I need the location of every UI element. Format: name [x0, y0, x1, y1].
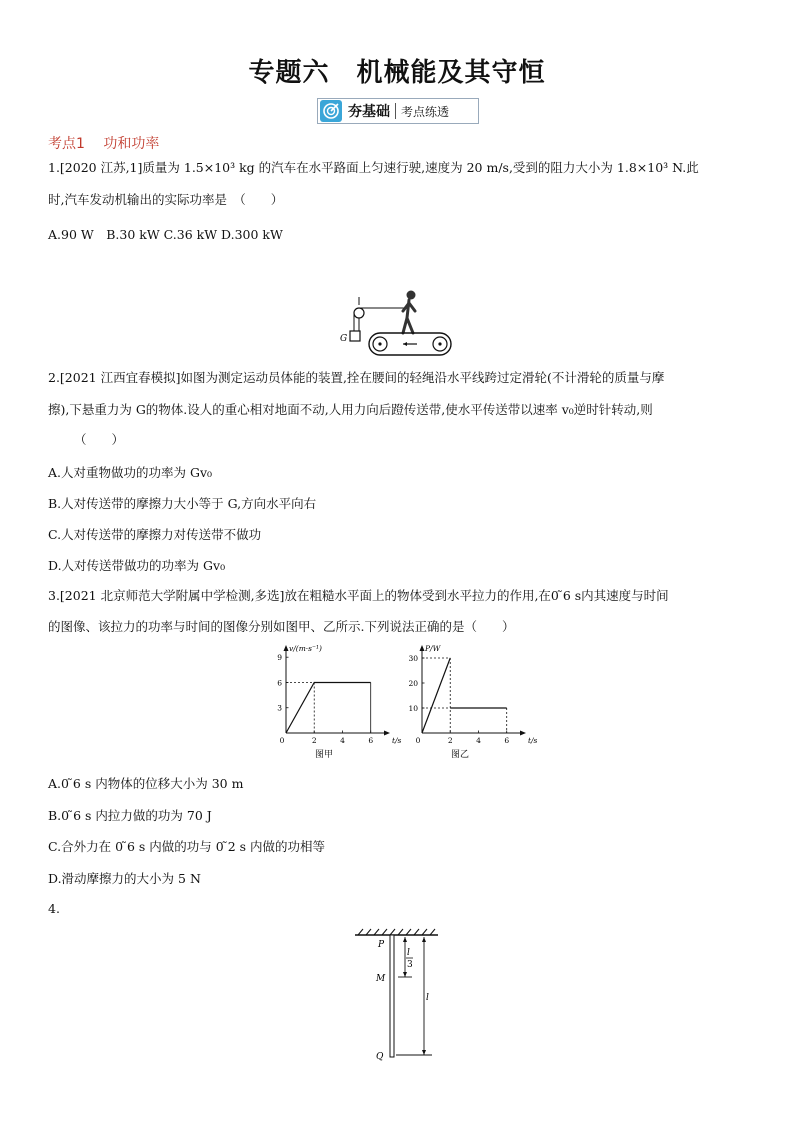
q3-line-1: 3.[2021 北京师范大学附属中学检测,多选]放在粗糙水平面上的物体受到水平拉力的作用,在0 ̃6 s内其速度与时间	[48, 588, 669, 603]
x-tick-label: 4	[340, 736, 345, 745]
y-axis-arrow	[420, 645, 425, 651]
badge-divider	[395, 103, 396, 119]
x-tick-label: 2	[311, 736, 317, 745]
y-tick-label: 30	[408, 654, 418, 663]
q1-line-1: 1.[2020 江苏,1]质量为 1.5×10³ kg 的汽车在水平路面上匀速行驶,速度为 20 m/s,受到的阻力大小为 1.8×10³ N.此	[48, 160, 699, 175]
point-p-label: P	[378, 940, 385, 950]
chart-title: 图甲	[314, 750, 334, 760]
x-tick-label: 4	[476, 736, 481, 745]
badge-main-label: 夯基础	[348, 104, 390, 120]
x-axis-arrow	[384, 731, 390, 736]
y-tick-label: 6	[277, 678, 282, 688]
y-tick-label: 10	[408, 704, 418, 713]
q2-line-2: 擦),下悬重力为 G的物体.设人的重心相对地面不动,人用力向后蹬传送带,使水平传送带以速率 v₀逆时针转动,则	[48, 402, 653, 417]
q2-line-1: 2.[2021 江西宜春模拟]如图为测定运动员体能的装置,拴在腰间的轻绳沿水平线跨过定滑轮(不计滑轮的质量与摩	[48, 370, 665, 385]
weight-label: G	[340, 334, 348, 344]
q4-number: 4.	[48, 901, 60, 916]
q2-option-b: B.人对传送带的摩擦力大小等于 G,方向水平向右	[48, 496, 317, 511]
chart-power-time	[408, 645, 537, 760]
q1-options: A.90 W B.30 kW C.36 kW D.300 kW	[48, 227, 283, 242]
section-heading: 考点1 功和功率	[48, 136, 160, 152]
x-tick-label: 0	[415, 736, 421, 745]
chart-title: 图乙	[450, 750, 470, 760]
badge-sub-label: 考点练透	[401, 104, 450, 119]
y-tick-label: 3	[277, 703, 282, 713]
hanging-rod	[390, 935, 394, 1057]
point-q-label: Q	[376, 1052, 384, 1062]
series-line	[422, 658, 450, 733]
weight-block	[350, 331, 360, 341]
section-badge	[317, 98, 479, 124]
page-title: 专题六 机械能及其守恒	[248, 58, 546, 88]
y-tick-label: 20	[408, 679, 418, 688]
chart-velocity-time	[277, 645, 401, 760]
x-tick-label: 2	[447, 736, 453, 745]
x-axis-label: t/s	[528, 736, 538, 745]
x-axis-label: t/s	[392, 736, 402, 745]
target-icon	[320, 100, 342, 122]
q4-figure	[350, 925, 445, 1065]
series-line	[286, 682, 371, 733]
treadmill-figure	[335, 283, 460, 358]
q2-line-3: （ ）	[74, 432, 125, 447]
q3-option-c: C.合外力在 0 ̃6 s 内做的功与 0 ̃2 s 内做的功相等	[48, 839, 326, 854]
q2-option-c: C.人对传送带的摩擦力对传送带不做功	[48, 527, 262, 542]
y-tick-label: 9	[277, 653, 282, 663]
q3-charts	[258, 645, 538, 760]
q2-option-d: D.人对传送带做功的功率为 Gv₀	[48, 558, 226, 573]
y-axis-label: P/W	[425, 645, 441, 653]
length-label: l	[426, 993, 429, 1003]
q2-option-a: A.人对重物做功的功率为 Gv₀	[48, 465, 213, 480]
third-numerator: l	[407, 948, 410, 958]
ceiling-hatch	[358, 929, 435, 935]
third-denominator: 3	[407, 960, 413, 970]
y-axis-arrow	[284, 645, 289, 651]
y-axis-label: v/(m·s⁻¹)	[289, 645, 322, 653]
runner-head	[407, 291, 416, 300]
q3-option-a: A.0 ̃6 s 内物体的位移大小为 30 m	[48, 776, 244, 791]
runner-icon	[403, 300, 415, 333]
x-tick-label: 6	[368, 736, 374, 745]
point-m-label: M	[376, 974, 386, 984]
x-tick-label: 0	[279, 736, 285, 745]
q1-line-2: 时,汽车发动机输出的实际功率是 （ ）	[48, 192, 284, 207]
q3-option-b: B.0 ̃6 s 内拉力做的功为 70 J	[48, 808, 212, 823]
q3-line-2: 的图像、该拉力的功率与时间的图像分别如图甲、乙所示.下列说法正确的是（ ）	[48, 619, 515, 634]
x-axis-arrow	[520, 731, 526, 736]
x-tick-label: 6	[504, 736, 510, 745]
pulley-icon	[354, 308, 364, 318]
q3-option-d: D.滑动摩擦力的大小为 5 N	[48, 871, 201, 886]
